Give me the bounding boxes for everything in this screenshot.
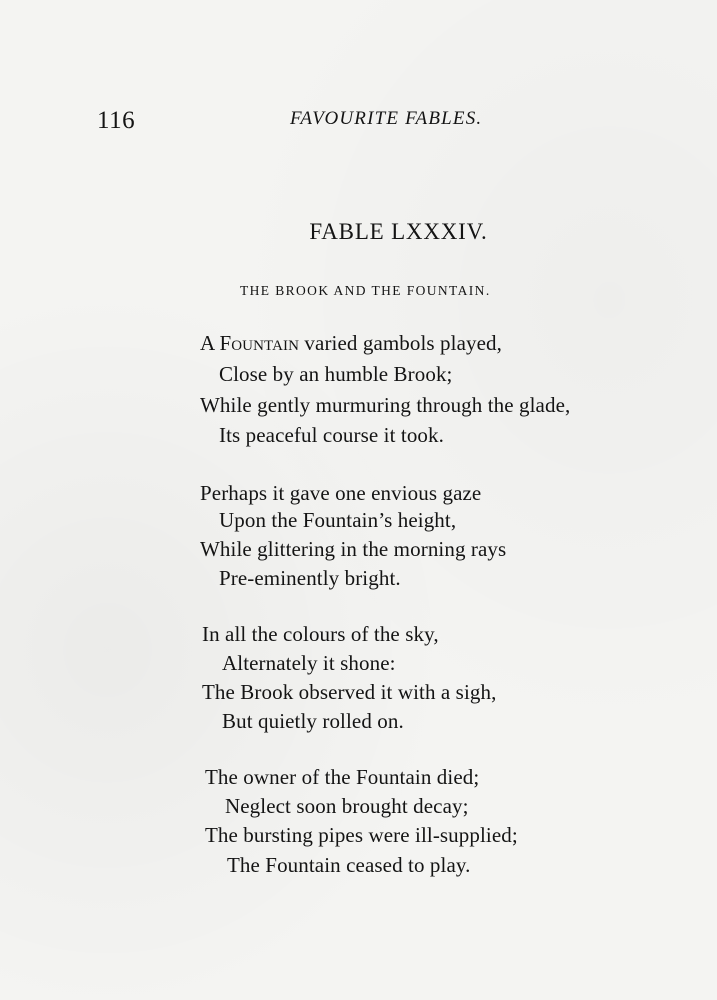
lead-word-small-caps: ountain <box>231 331 300 355</box>
poem-line: Alternately it shone: <box>222 651 396 675</box>
lead-word-initial: A F <box>200 331 232 355</box>
poem-line: Close by an humble Brook; <box>219 362 453 386</box>
poem-line: The Fountain ceased to play. <box>227 853 471 877</box>
poem-line: The Brook observed it with a sigh, <box>202 680 497 704</box>
poem-line: The bursting pipes were ill-supplied; <box>205 823 518 847</box>
poem-line: But quietly rolled on. <box>222 709 404 733</box>
poem-line: Its peaceful course it took. <box>219 423 444 447</box>
page-number: 116 <box>97 107 136 134</box>
fable-subtitle: THE BROOK AND THE FOUNTAIN. <box>240 283 491 298</box>
fable-title <box>0 219 717 245</box>
poem-line: While gently murmuring through the glade, <box>200 393 571 417</box>
poem-line: While glittering in the morning rays <box>200 537 507 561</box>
poem-line-text: varied gambols played, <box>299 331 502 355</box>
fable-title-text: FABLE LXXXIV. <box>309 219 488 244</box>
poem-line: Pre-eminently bright. <box>219 566 401 590</box>
poem-line: Upon the Fountain’s height, <box>219 508 457 532</box>
poem-line: In all the colours of the sky, <box>202 622 439 646</box>
poem-line: Neglect soon brought decay; <box>225 794 469 818</box>
poem-line <box>200 331 502 356</box>
poem-line: Perhaps it gave one envious gaze <box>200 481 482 505</box>
poem-line: The owner of the Fountain died; <box>205 765 480 789</box>
running-title: FAVOURITE FABLES. <box>290 108 483 129</box>
